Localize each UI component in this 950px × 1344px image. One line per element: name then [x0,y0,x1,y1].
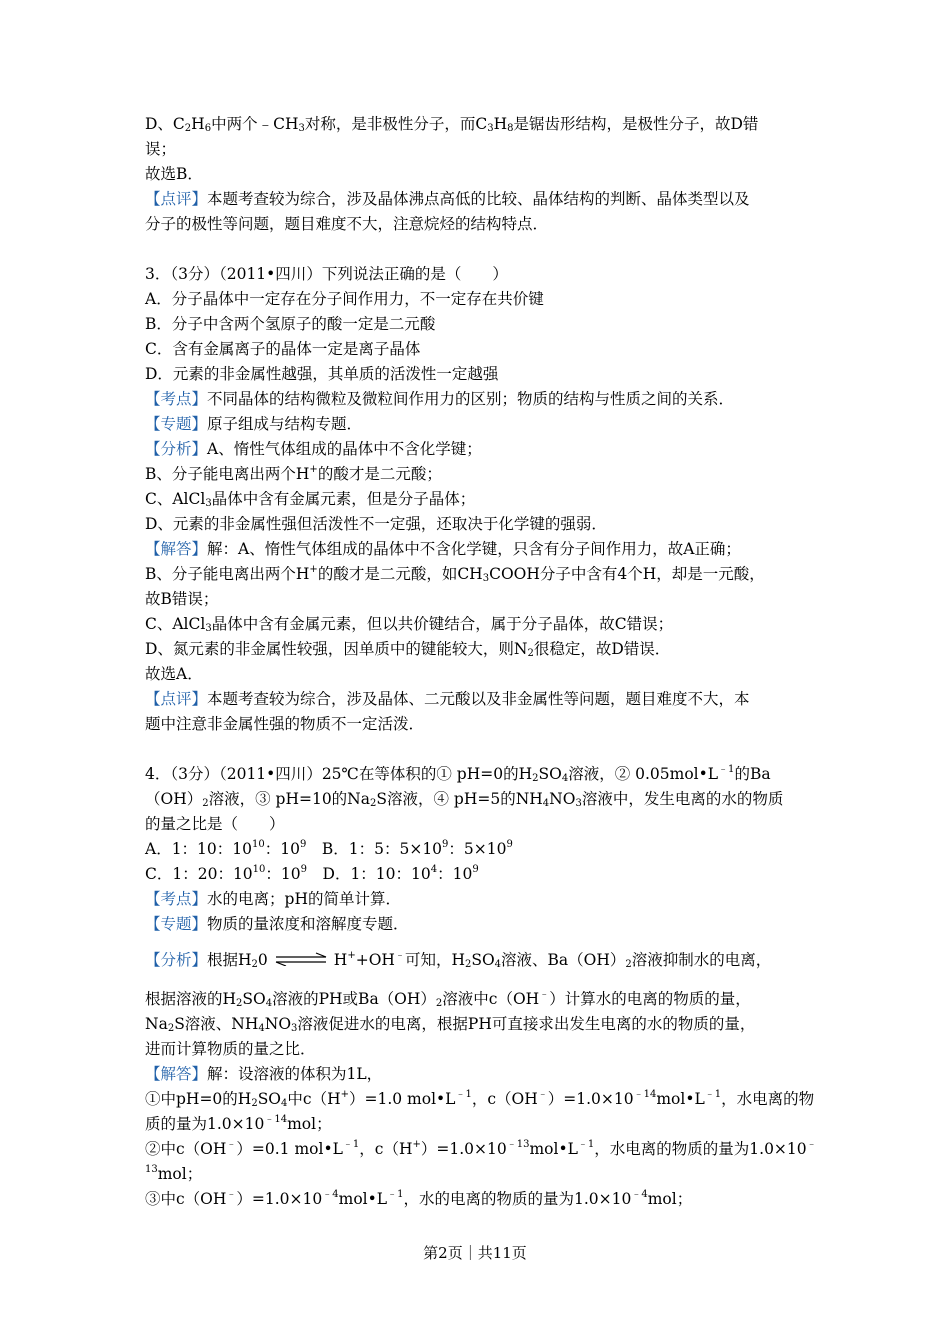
q4-fenxi: 【分析】根据$H_20$ H++OH﹣可知，$H_2SO_4$溶液、$Ba(OH)_2$溶液抑制水的电离， [145,950,772,970]
q4-stem-cont: $(OH)_2$溶液，③ pH=10的$Na_2S$溶液，④ pH=5的$NH_4NO_3$溶液中，发生电离的水的物质 [145,790,784,809]
q3-option-c: C．含有金属离子的晶体一定是离子晶体 [145,340,421,358]
q2-option-d-analysis-cont: 误； [145,140,177,158]
q2-review: 【点评】本题考查较为综合，涉及晶体沸点高低的比较、晶体结构的判断、晶体类型以及 [145,190,750,208]
page-footer: 第2页｜共11页 [423,1244,527,1262]
q3-fenxi-b: B、分子能电离出两个H+的酸才是二元酸； [145,464,442,483]
q3-answer: 故选A． [145,665,203,683]
fenxi-tag: 【分析】 [145,951,208,969]
q4-jieda-2-cont: $^{13}$mol； [145,1164,203,1183]
q4-fenxi-2: 根据溶液的$H_2SO_4$溶液的PH或$Ba(OH)_2$溶液中c（OH﹣）计算水的电离的物质的量， [145,989,751,1009]
q3-stem: 3．（3分）（2011•四川）下列说法正确的是（ ） [145,265,508,283]
zhuanti-tag: 【专题】 [145,415,208,433]
kaodian-tag: 【考点】 [145,890,208,908]
q2-answer: 故选B． [145,165,203,183]
q2-review-cont: 分子的极性等问题，题目难度不大，注意烷烃的结构特点． [145,215,549,233]
q3-jieda-b: B、分子能电离出两个H+的酸才是二元酸，如$CH_3COOH$分子中含有4个H，却是一元酸， [145,564,765,584]
q4-fenxi-3: $Na_2S$溶液、$NH_4NO_3$溶液促进水的电离，根据PH可直接求出发生电离的水的物质的量， [145,1015,756,1034]
equilibrium-arrow-icon [274,952,328,966]
document-page [145,112,817,1212]
zhuanti-tag: 【专题】 [145,915,208,933]
q4-options-cd: C．1：20：$10^{10}$：$10^9$ D．1：10：$10^4$：$10^9$ [145,864,479,883]
q3-zhuanti: 【专题】原子组成与结构专题． [145,415,363,433]
q3-kaodian: 【考点】不同晶体的结构微粒及微粒间作用力的区别；物质的结构与性质之间的关系． [145,390,735,408]
q3-jieda-c: C、AlCl$_3$晶体中含有金属元素，但以共价键结合，属于分子晶体，故C错误； [145,615,674,634]
q4-zhuanti: 【专题】物质的量浓度和溶解度专题． [145,915,409,933]
q4-fenxi-4: 进而计算物质的量之比． [145,1040,316,1058]
review-tag: 【点评】 [145,690,208,708]
kaodian-tag: 【考点】 [145,390,208,408]
q3-jieda-b-cont: 故B错误； [145,590,219,608]
q3-fenxi-c: C、AlCl$_3$晶体中含有金属元素，但是分子晶体； [145,490,476,509]
fenxi-tag: 【分析】 [145,440,208,458]
q3-fenxi-d: D、元素的非金属性强但活泼性不一定强，还取决于化学键的强弱． [145,515,607,533]
q3-review-cont: 题中注意非金属性强的物质不一定活泼． [145,715,425,733]
jieda-tag: 【解答】 [145,1065,208,1083]
q3-option-a: A．分子晶体中一定存在分子间作用力，不一定存在共价键 [145,290,544,308]
q4-kaodian: 【考点】水的电离；pH的简单计算． [145,890,401,908]
q4-stem-end: 的量之比是（ ） [145,815,285,833]
q2-option-d-analysis: D、$C_2H_6$中两个$﹣CH_3$对称，是非极性分子，而$C_3H_8$是锯齿形结构，是极性分子，故D错 [145,115,759,134]
q3-option-b: B．分子中含两个氢原子的酸一定是二元酸 [145,315,436,333]
jieda-tag: 【解答】 [145,540,208,558]
q4-jieda-1-cont: 质的量为$1.0\times 10^{﹣14}mol$； [145,1114,332,1133]
q4-jieda-2: ②中c（OH﹣）=0.1 $mol•L^{﹣1}$，$c(H^+)=1.0\times 10^{﹣13}mol•L^{﹣1}$，水电离的物质的量为1.0×10﹣ [145,1139,817,1158]
q4-stem: 4．（3分）（2011•四川）25℃在等体积的① pH=0的$H_2SO_4$溶液，② $0.05mol•L^{﹣1}$的Ba [145,764,771,784]
q4-jieda-3: ③中$c(OH^﹣)=1.0\times 10^{﹣4}mol•L^{﹣1}$，水的电离的物质的量为$1.0\times 10^{﹣4}mol$； [145,1189,693,1208]
q3-jieda-d: D、氮元素的非金属性较强，因单质中的键能较大，则$N_2$很稳定，故D错误． [145,640,671,659]
q3-option-d: D．元素的非金属性越强，其单质的活泼性一定越强 [145,365,499,383]
q3-review: 【点评】本题考查较为综合，涉及晶体、二元酸以及非金属性等问题，题目难度不大，本 [145,690,750,708]
q4-options-ab: A．1：10：$10^{10}$：$10^9$ B．1：5：$5\times 10^9$：$5\times 10^9$ [145,839,513,858]
q4-jieda: 【解答】解：设溶液的体积为1L， [145,1065,383,1083]
q3-jieda: 【解答】解：A、惰性气体组成的晶体中不含化学键，只含有分子间作用力，故A正确； [145,540,741,558]
review-tag: 【点评】 [145,190,208,208]
q4-jieda-1: ①中pH=0的$H_2SO_4$中c（H+）=1.0 $mol•L^{﹣1}$，$c(OH^﹣)=1.0\times 10^{﹣14}mol•L^{﹣1}$，水电离的物 [145,1089,815,1109]
q3-fenxi: 【分析】A、惰性气体组成的晶体中不含化学键； [145,440,482,458]
